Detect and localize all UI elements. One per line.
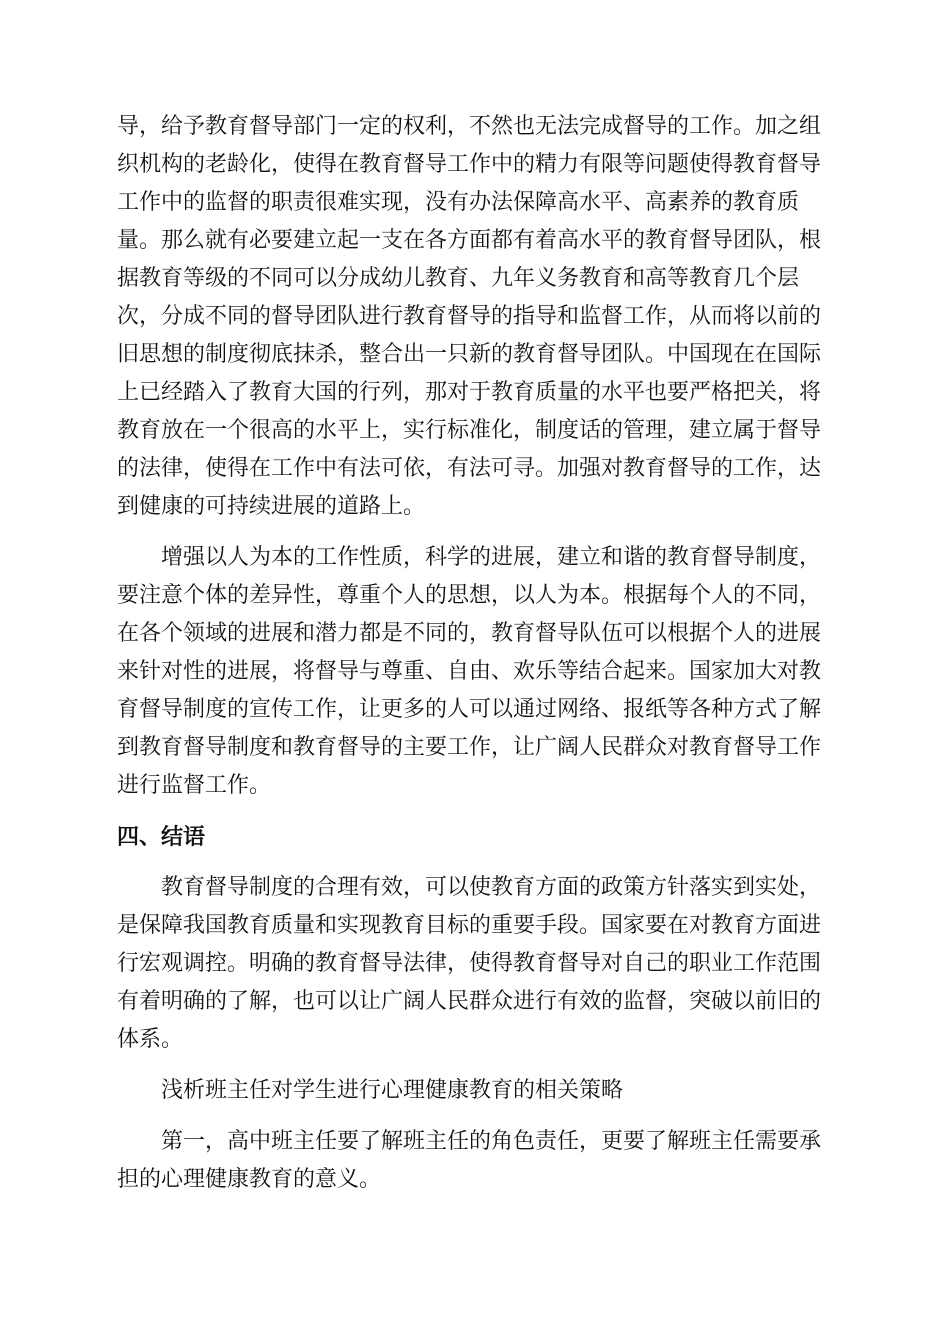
paragraph-people-oriented [117, 539, 833, 805]
text-line: 教育督导制度的合理有效，可以使教育方面的政策方针落实到实处， [161, 875, 822, 900]
text-line: 次，分成不同的督导团队进行教育督导的指导和监督工作，从而将以前的 [117, 304, 822, 329]
text-line: 据教育等级的不同可以分成幼儿教育、九年义务教育和高等教育几个层 [117, 266, 800, 291]
text-line: 来针对性的进展，将督导与尊重、自由、欢乐等结合起来。国家加大对教 [117, 659, 822, 684]
text-line: 旧思想的制度彻底抹杀，整合出一只新的教育督导团队。中国现在在国际 [117, 342, 822, 367]
text-line: 量。那么就有必要建立起一支在各方面都有着高水平的教育督导团队，根 [117, 228, 822, 253]
text-line: 体系。 [117, 1027, 184, 1052]
article-title: 浅析班主任对学生进行心理健康教育的相关策略 [161, 1078, 624, 1103]
text-line: 第一，高中班主任要了解班主任的角色责任，更要了解班主任需要承 [161, 1129, 822, 1154]
paragraph-first-point [117, 1123, 833, 1199]
text-line: 在各个领域的进展和潜力都是不同的，教育督导队伍可以根据个人的进展 [117, 621, 822, 646]
text-line: 增强以人为本的工作性质，科学的进展，建立和谐的教育督导制度， [161, 545, 822, 570]
text-line: 担的心理健康教育的意义。 [117, 1167, 382, 1192]
paragraph-conclusion [117, 869, 833, 1059]
text-line: 行宏观调控。明确的教育督导法律，使得教育督导对自己的职业工作范围 [117, 951, 822, 976]
text-line: 工作中的监督的职责很难实现，没有办法保障高水平、高素养的教育质 [117, 190, 800, 215]
paragraph-continued [117, 108, 833, 526]
text-line: 上已经踏入了教育大国的行列，那对于教育质量的水平也要严格把关，将 [117, 380, 822, 405]
text-line: 到健康的可持续进展的道路上。 [117, 494, 426, 519]
text-line: 到教育督导制度和教育督导的主要工作，让广阔人民群众对教育督导工作 [117, 735, 822, 760]
text-line: 是保障我国教育质量和实现教育目标的重要手段。国家要在对教育方面进 [117, 913, 822, 938]
text-line: 育督导制度的宣传工作，让更多的人可以通过网络、报纸等各种方式了解 [117, 697, 822, 722]
document-page [117, 108, 833, 1199]
text-line: 导，给予教育督导部门一定的权利，不然也无法完成督导的工作。加之组 [117, 114, 822, 139]
text-line: 有着明确的了解，也可以让广阔人民群众进行有效的监督，突破以前旧的 [117, 989, 822, 1014]
text-line: 教育放在一个很高的水平上，实行标准化，制度话的管理，建立属于督导 [117, 418, 822, 443]
text-line: 要注意个体的差异性，尊重个人的思想，以人为本。根据每个人的不同， [117, 583, 822, 608]
text-line: 的法律，使得在工作中有法可依，有法可寻。加强对教育督导的工作，达 [117, 456, 822, 481]
section-heading-conclusion: 四、结语 [117, 824, 206, 850]
text-line: 织机构的老龄化，使得在教育督导工作中的精力有限等问题使得教育督导 [117, 152, 822, 177]
text-line: 进行监督工作。 [117, 773, 272, 798]
